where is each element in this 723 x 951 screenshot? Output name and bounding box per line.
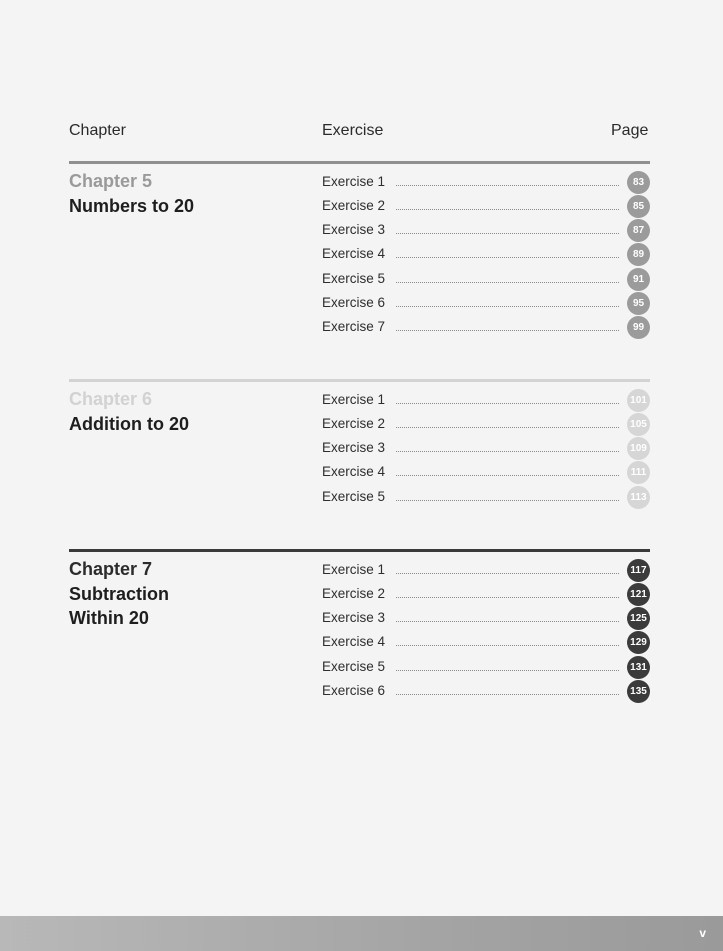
dot-leader bbox=[396, 475, 619, 476]
page-number-badge: 89 bbox=[627, 243, 650, 266]
section-divider bbox=[69, 379, 650, 382]
exercise-label: Exercise 6 bbox=[322, 295, 386, 310]
exercise-label: Exercise 1 bbox=[322, 392, 386, 407]
exercise-row[interactable] bbox=[322, 243, 650, 265]
exercise-label: Exercise 4 bbox=[322, 246, 386, 261]
page-number-badge: 95 bbox=[627, 292, 650, 315]
exercise-row[interactable] bbox=[322, 486, 650, 508]
dot-leader bbox=[396, 670, 619, 671]
section-divider bbox=[69, 161, 650, 164]
page-number: v bbox=[699, 926, 706, 940]
chapter-title: Numbers to 20 bbox=[69, 196, 195, 216]
chapter-7-section bbox=[69, 549, 650, 709]
page-number-badge: 91 bbox=[627, 268, 650, 291]
exercise-label: Exercise 1 bbox=[322, 562, 386, 577]
exercise-label: Exercise 7 bbox=[322, 319, 386, 334]
exercise-label: Exercise 6 bbox=[322, 683, 386, 698]
exercise-label: Exercise 4 bbox=[322, 464, 386, 479]
chapter-number: Chapter 7 bbox=[69, 559, 153, 579]
page-number-badge: 105 bbox=[627, 413, 650, 436]
exercise-row[interactable] bbox=[322, 292, 650, 314]
dot-leader bbox=[396, 233, 619, 234]
dot-leader bbox=[396, 597, 619, 598]
exercise-row[interactable] bbox=[322, 680, 650, 702]
exercise-label: Exercise 2 bbox=[322, 586, 386, 601]
dot-leader bbox=[396, 185, 619, 186]
dot-leader bbox=[396, 573, 619, 574]
exercise-row[interactable] bbox=[322, 219, 650, 241]
dot-leader bbox=[396, 500, 619, 501]
exercise-row[interactable] bbox=[322, 607, 650, 629]
dot-leader bbox=[396, 282, 619, 283]
exercise-row[interactable] bbox=[322, 413, 650, 435]
exercise-row[interactable] bbox=[322, 437, 650, 459]
exercise-label: Exercise 2 bbox=[322, 198, 386, 213]
exercise-row[interactable] bbox=[322, 559, 650, 581]
dot-leader bbox=[396, 403, 619, 404]
exercise-row[interactable] bbox=[322, 656, 650, 678]
page-number-badge: 87 bbox=[627, 219, 650, 242]
exercise-row[interactable] bbox=[322, 195, 650, 217]
exercise-label: Exercise 3 bbox=[322, 610, 386, 625]
section-divider bbox=[69, 549, 650, 552]
dot-leader bbox=[396, 645, 619, 646]
exercise-row[interactable] bbox=[322, 461, 650, 483]
page-number-badge: 111 bbox=[627, 461, 650, 484]
dot-leader bbox=[396, 257, 619, 258]
exercise-label: Exercise 5 bbox=[322, 271, 386, 286]
exercise-label: Exercise 3 bbox=[322, 222, 386, 237]
chapter-title: Addition to 20 bbox=[69, 414, 189, 434]
exercise-row[interactable] bbox=[322, 268, 650, 290]
exercise-label: Exercise 5 bbox=[322, 489, 386, 504]
chapter-title-line-2: Within 20 bbox=[69, 608, 149, 628]
page-number-badge: 125 bbox=[627, 607, 650, 630]
page-number-badge: 131 bbox=[627, 656, 650, 679]
page-number-badge: 129 bbox=[627, 631, 650, 654]
page-number-badge: 113 bbox=[627, 486, 650, 509]
exercise-row[interactable] bbox=[322, 171, 650, 193]
footer-band bbox=[0, 916, 723, 951]
dot-leader bbox=[396, 209, 619, 210]
dot-leader bbox=[396, 427, 619, 428]
exercise-column-heading: Exercise bbox=[322, 122, 384, 139]
page-number-badge: 83 bbox=[627, 171, 650, 194]
exercise-row[interactable] bbox=[322, 316, 650, 338]
exercise-label: Exercise 2 bbox=[322, 416, 386, 431]
dot-leader bbox=[396, 330, 619, 331]
toc-header bbox=[0, 122, 723, 146]
exercise-label: Exercise 4 bbox=[322, 634, 386, 649]
page-number-badge: 135 bbox=[627, 680, 650, 703]
dot-leader bbox=[396, 306, 619, 307]
dot-leader bbox=[396, 451, 619, 452]
chapter-number: Chapter 6 bbox=[69, 389, 153, 409]
page-number-badge: 85 bbox=[627, 195, 650, 218]
dot-leader bbox=[396, 621, 619, 622]
page-number-badge: 121 bbox=[627, 583, 650, 606]
exercise-row[interactable] bbox=[322, 583, 650, 605]
exercise-row[interactable] bbox=[322, 631, 650, 653]
chapter-column-heading: Chapter bbox=[69, 122, 126, 139]
page-number-badge: 109 bbox=[627, 437, 650, 460]
exercise-label: Exercise 3 bbox=[322, 440, 386, 455]
page-number-badge: 99 bbox=[627, 316, 650, 339]
page-number-badge: 101 bbox=[627, 389, 650, 412]
chapter-6-section bbox=[69, 379, 650, 519]
chapter-title-line-1: Subtraction bbox=[69, 584, 170, 604]
chapter-number: Chapter 5 bbox=[69, 171, 153, 191]
dot-leader bbox=[396, 694, 619, 695]
page-number-badge: 117 bbox=[627, 559, 650, 582]
exercise-row[interactable] bbox=[322, 389, 650, 411]
page-column-heading: Page bbox=[611, 122, 649, 139]
exercise-label: Exercise 5 bbox=[322, 659, 386, 674]
exercise-label: Exercise 1 bbox=[322, 174, 386, 189]
chapter-5-section bbox=[69, 161, 650, 341]
